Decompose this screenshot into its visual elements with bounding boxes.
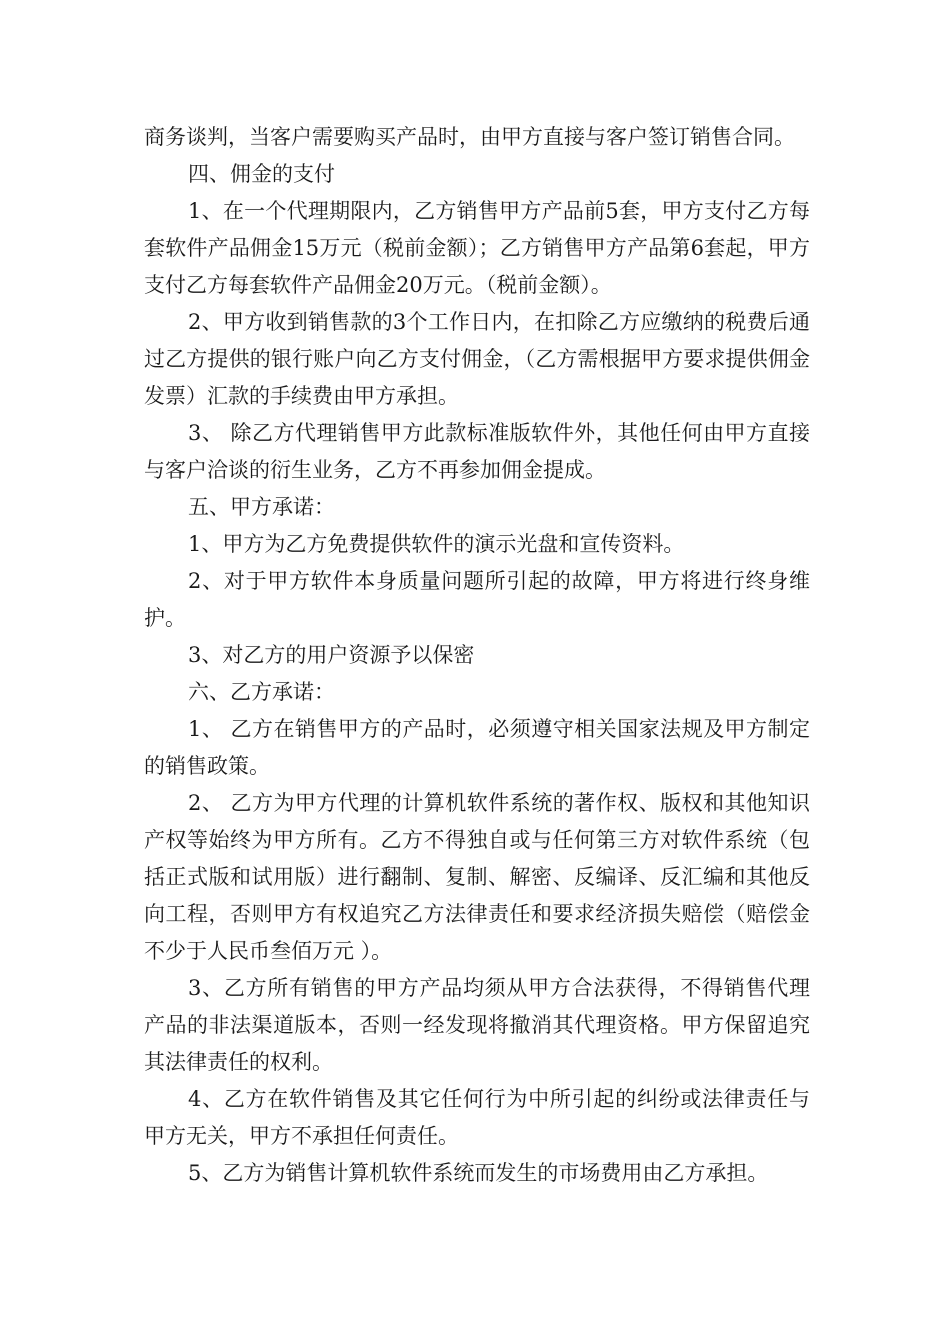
document-body: [144, 119, 810, 1192]
clause-party-b-5: 5、乙方为销售计算机软件系统而发生的市场费用由乙方承担。: [188, 1161, 769, 1185]
section-heading-party-b-promises: 六、乙方承诺：: [188, 680, 335, 704]
clause-commission-3: 3、 除乙方代理销售甲方此款标准版软件外，其他任何由甲方直接与客户洽谈的衍生业务，乙方不再参加佣金提成。: [144, 421, 810, 482]
clause-party-b-4: 4、乙方在软件销售及其它任何行为中所引起的纠纷或法律责任与甲方无关，甲方不承担任何责任。: [144, 1087, 810, 1148]
section-heading-party-a-promises: 五、甲方承诺：: [188, 495, 335, 519]
clause-party-a-1: 1、甲方为乙方免费提供软件的演示光盘和宣传资料。: [188, 532, 685, 556]
clause-party-b-2: 2、 乙方为甲方代理的计算机软件系统的著作权、版权和其他知识产权等始终为甲方所有。乙方不得独自或与任何第三方对软件系统（包括正式版和试用版）进行翻制、复制、解密、反编译、反汇编和其他反向工程，否则甲方有权追究乙方法律责任和要求经济损失赔偿（赔偿金不少于人民币叁佰万元 ）。: [144, 791, 810, 963]
clause-commission-2: 2、甲方收到销售款的3个工作日内，在扣除乙方应缴纳的税费后通过乙方提供的银行账户向乙方支付佣金，（乙方需根据甲方要求提供佣金发票）汇款的手续费由甲方承担。: [144, 310, 810, 408]
clause-party-a-3: 3、对乙方的用户资源予以保密: [188, 643, 475, 667]
clause-party-a-2: 2、对于甲方软件本身质量问题所引起的故障，甲方将进行终身维护。: [144, 569, 810, 630]
clause-party-b-3: 3、乙方所有销售的甲方产品均须从甲方合法获得，不得销售代理产品的非法渠道版本，否则一经发现将撤消其代理资格。甲方保留追究其法律责任的权利。: [144, 976, 810, 1074]
paragraph-negotiation: 商务谈判，当客户需要购买产品时，由甲方直接与客户签订销售合同。: [144, 125, 795, 149]
section-heading-commission-payment: 四、佣金的支付: [188, 162, 335, 186]
clause-party-b-1: 1、 乙方在销售甲方的产品时，必须遵守相关国家法规及甲方制定的销售政策。: [144, 717, 810, 778]
clause-commission-1: 1、在一个代理期限内，乙方销售甲方产品前5套，甲方支付乙方每套软件产品佣金15万元（税前金额）；乙方销售甲方产品第6套起，甲方支付乙方每套软件产品佣金20万元。（税前金额）。: [144, 199, 810, 297]
